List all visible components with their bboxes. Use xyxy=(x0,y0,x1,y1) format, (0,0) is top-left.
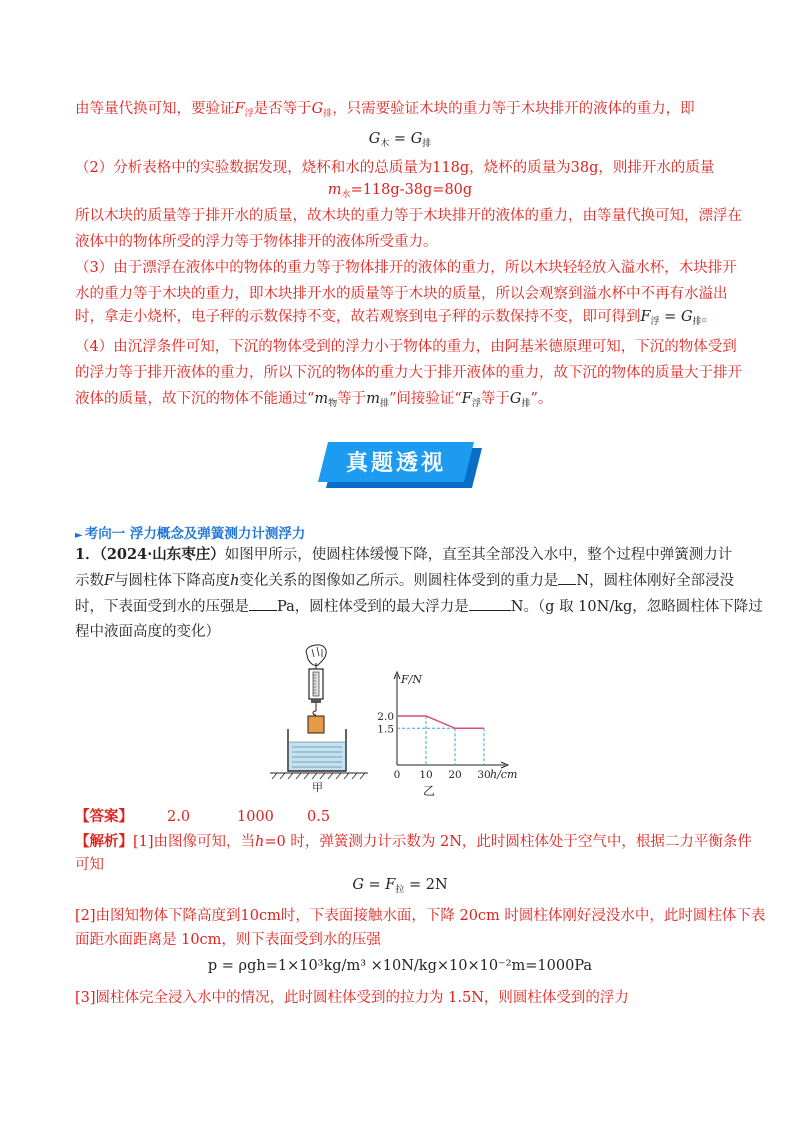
analysis-line xyxy=(75,906,766,926)
math-symbol: G xyxy=(680,309,693,325)
pressure-equation: p = ρgh=1×10³kg/m³ ×10N/kg×10×10⁻²m=1000Pa xyxy=(207,958,593,974)
text-span: （4）由沉浮条件可知，下沉的物体受到的浮力小于物体的重力，由阿基米德原理可知，下沉的物体受到 xyxy=(75,339,737,355)
text-span: =0 时，弹簧测力计示数为 2N，此时圆柱体处于空气中，根据二力平衡条件 xyxy=(264,834,752,850)
text-span: 的浮力等于排开液体的重力，所以下沉的物体的重力大于排开液体的重力，故下沉的物体的质量大于排开 xyxy=(75,365,742,381)
math-symbol: G xyxy=(410,131,423,147)
ground-hatch xyxy=(272,773,365,779)
question-source: （2024·山东枣庄） xyxy=(99,546,225,563)
text-span: 时，拿走小烧杯，电子秤的示数保持不变，故若观察到电子秤的示数保持不变，即可得到 xyxy=(75,309,641,325)
answer-line xyxy=(75,807,735,827)
text-span: = 2N xyxy=(404,877,448,893)
math-symbol: G xyxy=(311,101,324,117)
text-span: 液体中的物体所受的浮力等于物体排开的液体所受重力。 xyxy=(75,234,438,250)
text-span: 。 xyxy=(701,309,717,325)
force-height-chart xyxy=(375,665,520,795)
text-span: 可知 xyxy=(75,857,104,873)
math-symbol: F xyxy=(234,101,245,117)
analysis-line xyxy=(75,855,735,875)
x-tick-label: 0 xyxy=(393,769,401,781)
text-span: 是否等于 xyxy=(253,101,312,117)
subscript: 浮 xyxy=(650,317,660,327)
y-tick-label: 2.0 xyxy=(377,711,394,723)
subscript: 木 xyxy=(380,139,390,149)
subscript: 拉 xyxy=(395,885,405,895)
text-line xyxy=(75,284,735,304)
question-line xyxy=(75,597,763,617)
text-span: 等于 xyxy=(480,391,510,407)
text-span: ”间接验证“ xyxy=(388,391,462,407)
math-symbol: F xyxy=(104,573,115,589)
y-tick-label: 1.5 xyxy=(377,723,394,736)
subscript: 水 xyxy=(341,190,351,200)
text-line xyxy=(75,232,735,252)
math-symbol: G xyxy=(509,391,522,407)
x-tick-label: 30 xyxy=(477,769,491,781)
equals: = xyxy=(659,309,681,325)
text-line xyxy=(75,99,735,124)
subscript: 排 xyxy=(323,109,333,119)
text-span: 与圆柱体下降高度 xyxy=(114,573,231,589)
math-symbol: h xyxy=(255,834,265,850)
text-span: Pa，圆柱体受到的最大浮力是 xyxy=(277,599,469,615)
text-line xyxy=(75,307,735,332)
equals: = xyxy=(389,131,411,147)
subscript: 排 xyxy=(521,399,531,409)
figure-caption-left: 甲 xyxy=(312,781,323,793)
text-span: N。（g 取 10N/kg，忽略圆柱体下降过 xyxy=(510,599,763,615)
cylinder-block xyxy=(308,716,324,733)
math-symbol: m xyxy=(366,391,380,407)
banner-title: 真题透视 xyxy=(345,451,446,476)
equals: = xyxy=(363,877,386,893)
subscript: 排 xyxy=(422,139,432,149)
question-number: 1． xyxy=(75,546,100,563)
text-span: 示数 xyxy=(75,573,104,589)
text-span: [1]由图像可知，当 xyxy=(133,834,256,850)
text-span: （3）由于漂浮在液体中的物体的重力等于物体排开的液体的重力，所以木块轻轻放入溢水杯，木块排开 xyxy=(75,260,737,276)
text-span: ，只需要验证木块的重力等于木块排开的液体的重力，即 xyxy=(332,101,695,117)
scale-cap xyxy=(311,699,321,703)
math-symbol: F xyxy=(640,309,651,325)
answer-blank xyxy=(558,584,576,585)
text-span: 等于 xyxy=(337,391,367,407)
question-line xyxy=(75,622,735,642)
text-line xyxy=(75,206,742,226)
question-line xyxy=(75,545,735,565)
series-line xyxy=(397,716,484,728)
section-heading xyxy=(75,522,305,542)
text-span: [3]圆柱体完全浸入水中的情况，此时圆柱体受到的拉力为 1.5N，则圆柱体受到的浮力 xyxy=(75,990,629,1006)
equation xyxy=(0,182,800,200)
math-symbol: h xyxy=(230,573,240,589)
y-axis-label: F/N xyxy=(401,673,422,686)
text-span: 由等量代换可知，要验证 xyxy=(75,101,235,117)
hook xyxy=(313,711,316,715)
equation xyxy=(0,131,800,149)
analysis-line xyxy=(75,832,752,852)
text-span: 面距水面距离是 10cm，则下表面受到水的压强 xyxy=(75,932,381,948)
text-span: 如图甲所示，使圆柱体缓慢下降，直至其全部没入水中，整个过程中弹簧测力计 xyxy=(224,547,733,563)
equation xyxy=(0,958,800,974)
apparatus-figure xyxy=(268,643,378,793)
analysis-line xyxy=(75,930,735,950)
math-symbol: F xyxy=(461,391,472,407)
subscript: 浮 xyxy=(244,109,254,119)
text-span: ”。 xyxy=(530,391,553,407)
text-line xyxy=(75,389,735,414)
section-banner xyxy=(323,442,477,488)
text-span: （2）分析表格中的实验数据发现，烧杯和水的总质量为118g，烧杯的质量为38g，则排开水的质量 xyxy=(75,160,715,176)
text-span: N，圆柱体刚好全部浸没 xyxy=(576,573,735,589)
text-line xyxy=(75,158,735,178)
analysis-label: 【解析】 xyxy=(75,833,133,850)
section-title: 考向一 浮力概念及弹簧测力计测浮力 xyxy=(84,526,306,542)
text-span: =118g-38g=80g xyxy=(350,182,473,198)
text-span: 水的重力等于木块的重力，即木块排开水的质量等于木块的质量，所以会观察到溢水杯中不再有水溢出 xyxy=(75,286,728,302)
water xyxy=(289,742,345,770)
subscript: 排 xyxy=(692,317,702,327)
x-tick-label: 20 xyxy=(448,769,462,781)
x-tick-label: 10 xyxy=(419,769,433,781)
subscript: 浮 xyxy=(471,399,481,409)
math-symbol: m xyxy=(327,182,342,198)
analysis-line xyxy=(75,988,735,1008)
triangle-icon: ► xyxy=(75,530,83,541)
text-span: 所以木块的质量等于排开水的质量，故木块的重力等于木块排开的液体的重力，由等量代换可知，漂浮在 xyxy=(75,208,742,224)
question-line xyxy=(75,571,735,591)
math-symbol: F xyxy=(385,877,396,893)
text-line xyxy=(75,337,735,357)
text-line xyxy=(75,363,742,383)
figure-caption-right: 乙 xyxy=(423,784,436,798)
text-line xyxy=(75,258,735,278)
math-symbol: G xyxy=(368,131,381,147)
text-span: 程中液面高度的变化） xyxy=(75,624,220,640)
text-span: [2]由图知物体下降高度到10cm时，下表面接触水面，下降 20cm 时圆柱体刚好浸没水中，此时圆柱体下表 xyxy=(75,908,766,924)
subscript: 物 xyxy=(328,399,338,409)
x-axis-label: h/cm xyxy=(490,768,518,781)
text-span: 时，下表面受到水的压强是 xyxy=(75,599,249,615)
subscript: 排 xyxy=(379,399,389,409)
text-span: 变化关系的图像如乙所示。则圆柱体受到的重力是 xyxy=(239,573,559,589)
answer-blank xyxy=(249,610,277,611)
math-symbol: G xyxy=(352,877,364,893)
text-span: 液体的质量，故下沉的物体不能通过“ xyxy=(75,391,315,407)
answer-value: 0.5 xyxy=(307,809,331,825)
answer-label: 【答案】 xyxy=(75,808,133,825)
answer-value: 1000 xyxy=(237,809,274,825)
answer-blank xyxy=(469,610,511,611)
hand-icon xyxy=(306,645,326,666)
answer-value: 2.0 xyxy=(167,809,191,825)
math-symbol: m xyxy=(314,391,329,407)
equation xyxy=(0,877,800,895)
